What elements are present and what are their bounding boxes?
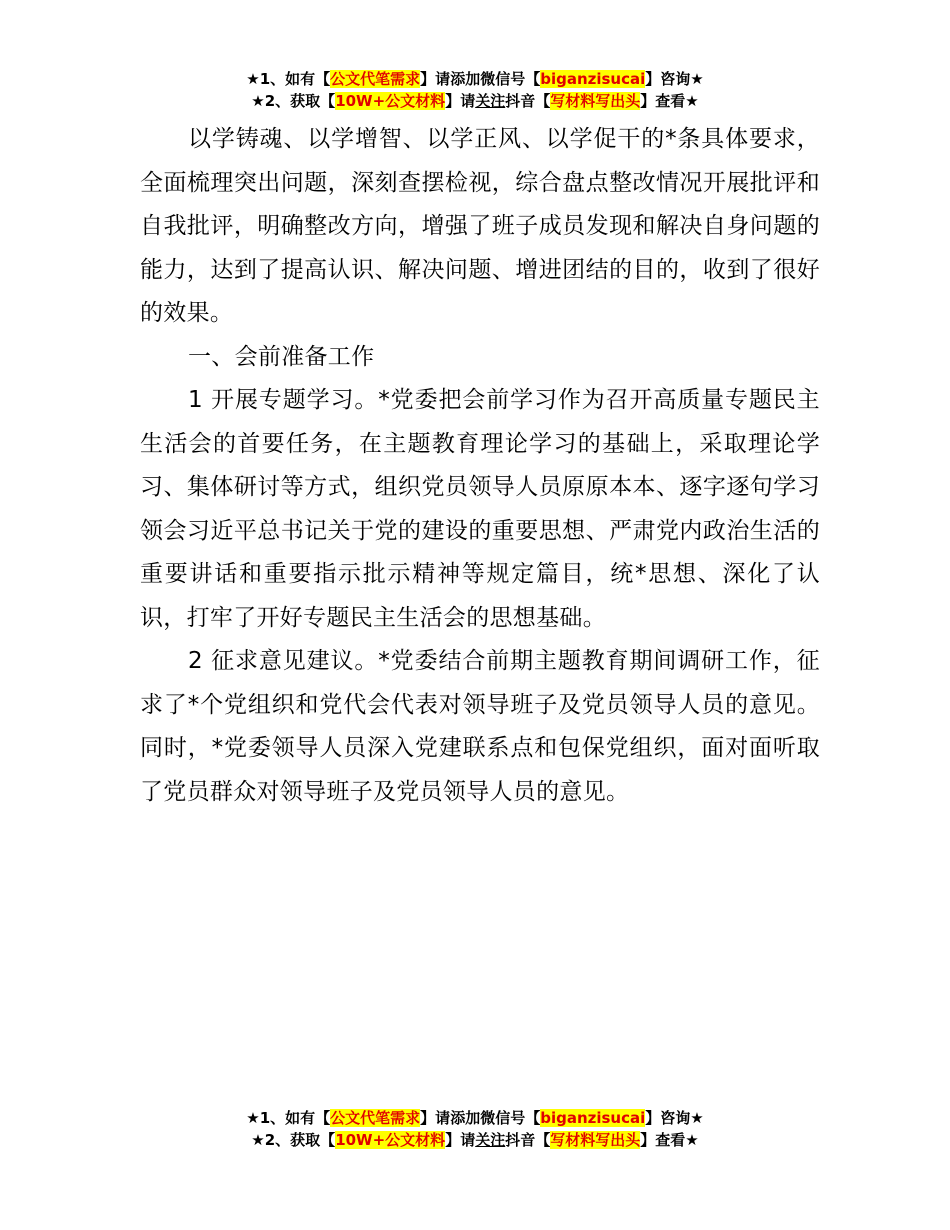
banner-highlight: 写材料写出头 bbox=[550, 92, 641, 110]
banner-highlight: 公文代笔需求 bbox=[330, 1109, 421, 1127]
banner-highlight: biganzisucai bbox=[540, 1109, 646, 1127]
banner-text: 抖音【 bbox=[505, 92, 551, 110]
banner-highlight: 10W+公文材料 bbox=[335, 1131, 446, 1149]
banner-highlight: 公文代笔需求 bbox=[330, 70, 421, 88]
banner-line-2 bbox=[0, 90, 950, 112]
banner-highlight: biganzisucai bbox=[540, 70, 646, 88]
banner-highlight: 10W+公文材料 bbox=[335, 92, 446, 110]
banner-text: 关注 bbox=[475, 92, 506, 110]
banner-text: 关注 bbox=[475, 1131, 506, 1149]
banner-text: ★2、获取【 bbox=[251, 92, 336, 110]
banner-text: 】请 bbox=[445, 92, 476, 110]
banner-highlight: 写材料写出头 bbox=[550, 1131, 641, 1149]
paragraph: 1 开展专题学习。*党委把会前学习作为召开高质量专题民主生活会的首要任务，在主题教育理论学习的基础上，采取理论学习、集体研讨等方式，组织党员领导人员原原本本、逐字逐句学习领会习近平总书记关于党的建设的重要思想、严肃党内政治生活的重要讲话和重要指示批示精神等规定篇目，统*思想、深化了认识，打牢了开好专题民主生活会的思想基础。 bbox=[140, 387, 820, 631]
banner-line-1 bbox=[0, 1107, 950, 1129]
banner-text: 】请 bbox=[420, 1109, 451, 1127]
header-banner bbox=[0, 68, 950, 112]
footer-banner bbox=[0, 1107, 950, 1151]
banner-text: 微信号【 bbox=[480, 70, 541, 88]
banner-text: 】咨询★ bbox=[645, 70, 704, 88]
banner-text: 】查看★ bbox=[640, 1131, 699, 1149]
banner-text: 抖音【 bbox=[505, 1131, 551, 1149]
banner-line-2 bbox=[0, 1129, 950, 1151]
banner-text: ★1、如有【 bbox=[246, 70, 331, 88]
document-body bbox=[140, 118, 820, 814]
banner-line-1 bbox=[0, 68, 950, 90]
banner-text: ★1、如有【 bbox=[246, 1109, 331, 1127]
paragraph: 以学铸魂、以学增智、以学正风、以学促干的*条具体要求，全面梳理突出问题，深刻查摆检视，综合盘点整改情况开展批评和自我批评，明确整改方向，增强了班子成员发现和解决自身问题的能力，达到了提高认识、解决问题、增进团结的目的，收到了很好的效果。 bbox=[140, 126, 820, 326]
banner-text: ★2、获取【 bbox=[251, 1131, 336, 1149]
banner-text: 】咨询★ bbox=[645, 1109, 704, 1127]
banner-text: 添加 bbox=[450, 70, 481, 88]
banner-text: 微信号【 bbox=[480, 1109, 541, 1127]
section-heading: 一、会前准备工作 bbox=[188, 343, 375, 370]
paragraph: 2 征求意见建议。*党委结合前期主题教育期间调研工作，征求了*个党组织和党代会代表对领导班子及党员领导人员的意见。同时，*党委领导人员深入党建联系点和包保党组织，面对面听取了党员群众对领导班子及党员领导人员的意见。 bbox=[140, 648, 820, 805]
banner-text: 】请 bbox=[420, 70, 451, 88]
banner-text: 添加 bbox=[450, 1109, 481, 1127]
banner-text: 】查看★ bbox=[640, 92, 699, 110]
banner-text: 】请 bbox=[445, 1131, 476, 1149]
